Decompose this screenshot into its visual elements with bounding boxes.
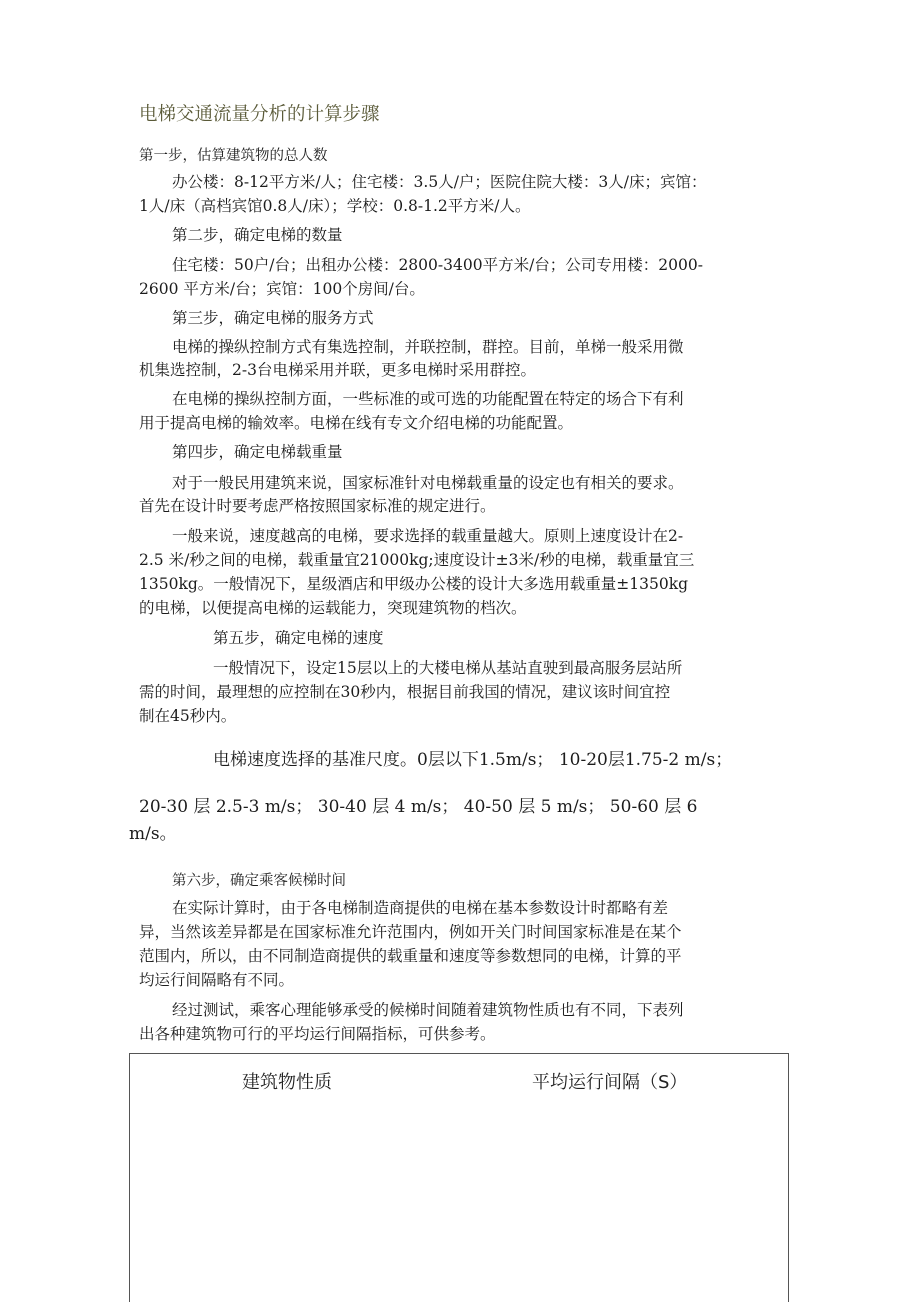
paragraph-line: 异，当然该差异都是在国家标准允许范围内，例如开关门时间国家标准是在某个 [139,923,682,941]
speed-criteria-line: 电梯速度选择的基准尺度。0层以下1.5m/s； 10-20层1.75-2 m/s； [213,750,733,770]
paragraph-line: 出各种建筑物可行的平均运行间隔指标，可供参考。 [139,1025,496,1043]
table-header-building-type: 建筑物性质 [242,1072,332,1093]
paragraph-line: 经过测试，乘客心理能够承受的候梯时间随着建筑物性质也有不同，下表列 [172,1001,684,1019]
step-4-heading: 第四步，确定电梯载重量 [172,443,343,461]
page-title: 电梯交通流量分析的计算步骤 [139,104,380,125]
step-5-heading: 第五步，确定电梯的速度 [213,629,384,647]
step-1-heading: 第一步，估算建筑物的总人数 [139,148,328,164]
paragraph-line: 用于提高电梯的输效率。电梯在线有专文介绍电梯的功能配置。 [139,414,574,432]
speed-criteria-line: m/s。 [129,824,177,844]
paragraph-line: 在电梯的操纵控制方面，一些标准的或可选的功能配置在特定的场合下有利 [172,390,684,408]
paragraph-line: 电梯的操纵控制方式有集选控制，并联控制，群控。目前，单梯一般采用微 [172,338,684,356]
step-2-heading: 第二步，确定电梯的数量 [172,226,343,244]
table-header-average-interval: 平均运行间隔（S） [532,1072,688,1093]
step-3-heading: 第三步，确定电梯的服务方式 [172,309,374,327]
step-6-heading: 第六步，确定乘客候梯时间 [172,873,346,889]
interval-table [129,1053,789,1302]
paragraph-line: 在实际计算时，由于各电梯制造商提供的电梯在基本参数设计时都略有差 [172,899,669,917]
paragraph-line: 办公楼：8-12平方米/人；住宅楼：3.5人/户；医院住院大楼：3人/床；宾馆： [172,173,707,191]
paragraph-line: 的电梯，以便提高电梯的运载能力，突现建筑物的档次。 [139,599,527,617]
paragraph-line: 一般来说，速度越高的电梯，要求选择的载重量越大。原则上速度设计在2- [172,527,684,545]
paragraph-line: 住宅楼：50户/台；出租办公楼：2800-3400平方米/台；公司专用楼：2000- [172,256,703,274]
paragraph-line: 范围内，所以，由不同制造商提供的载重量和速度等参数想同的电梯，计算的平 [139,947,682,965]
speed-criteria-line: 20-30 层 2.5-3 m/s； 30-40 层 4 m/s； 40-50 层 5 m/s； 50-60 层 6 [139,797,698,817]
paragraph-line: 一般情况下，设定15层以上的大楼电梯从基站直驶到最高服务层站所 [213,659,683,677]
paragraph-line: 2600 平方米/台；宾馆：100个房间/台。 [139,280,425,298]
paragraph-line: 制在45秒内。 [139,707,237,725]
paragraph-line: 对于一般民用建筑来说，国家标准针对电梯载重量的设定也有相关的要求。 [172,474,684,492]
paragraph-line: 1350kg。一般情况下，星级酒店和甲级办公楼的设计大多选用载重量±1350kg [139,575,689,593]
paragraph-line: 机集选控制，2-3台电梯采用并联，更多电梯时采用群控。 [139,361,536,379]
paragraph-line: 需的时间，最理想的应控制在30秒内，根据目前我国的情况，建议该时间宜控 [139,683,671,701]
paragraph-line: 首先在设计时要考虑严格按照国家标准的规定进行。 [139,497,496,515]
paragraph-line: 2.5 米/秒之间的电梯，载重量宜21000kg;速度设计±3米/秒的电梯，载重量宜三 [139,551,695,569]
paragraph-line: 均运行间隔略有不同。 [139,971,295,989]
paragraph-line: 1人/床（高档宾馆0.8人/床）；学校：0.8-1.2平方米/人。 [139,197,531,215]
